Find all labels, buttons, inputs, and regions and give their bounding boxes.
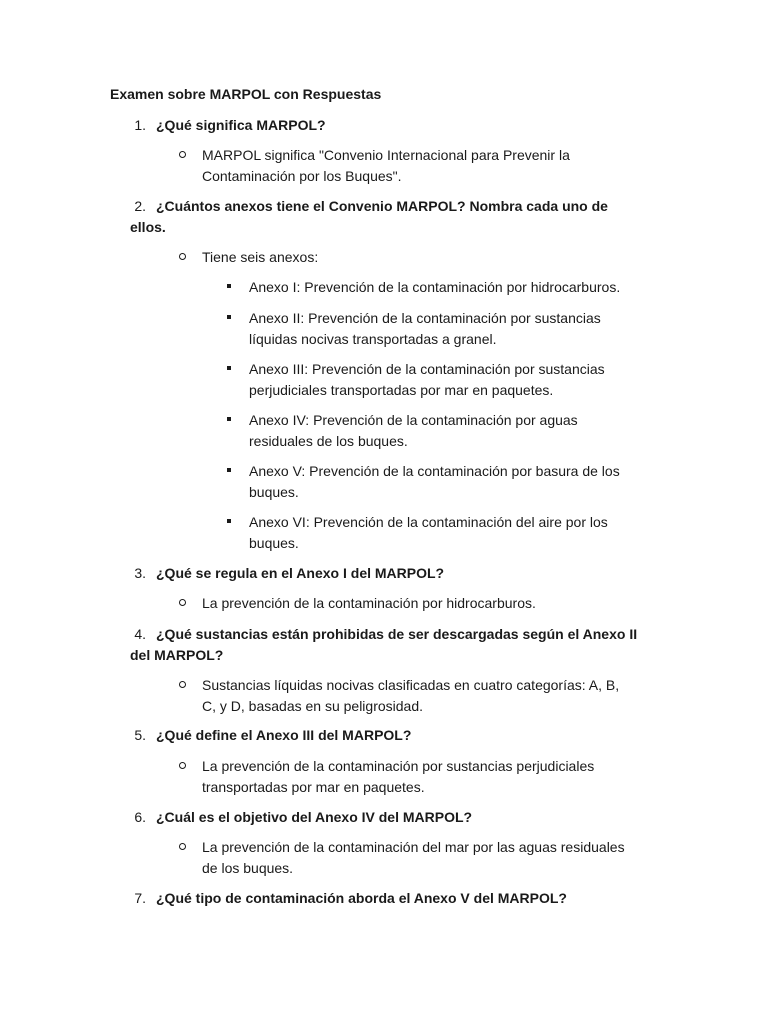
question-text bbox=[130, 196, 670, 237]
question-number: 7. bbox=[134, 890, 146, 906]
answer-2 bbox=[202, 247, 672, 268]
question-text-line: ¿Cuántos anexos tiene el Convenio MARPOL? Nombra cada uno de bbox=[156, 198, 608, 214]
question-4 bbox=[130, 624, 670, 665]
annex-item-3 bbox=[249, 359, 659, 400]
answer-text-line: Tiene seis anexos: bbox=[202, 249, 319, 265]
answer-text-line: Sustancias líquidas nocivas clasificadas en cuatro categorías: A, B, bbox=[202, 677, 620, 693]
answer-text-line: La prevención de la contaminación por sustancias perjudiciales bbox=[202, 758, 595, 774]
question-number: 5. bbox=[134, 727, 146, 743]
circle-bullet-icon bbox=[179, 843, 186, 850]
annex-text-line: residuales de los buques. bbox=[249, 432, 408, 449]
question-number: 1. bbox=[134, 117, 146, 133]
question-2 bbox=[130, 196, 670, 237]
answer-4 bbox=[202, 675, 672, 716]
question-text: ¿Qué se regula en el Anexo I del MARPOL? bbox=[156, 565, 445, 581]
circle-bullet-icon bbox=[179, 151, 186, 158]
question-6 bbox=[130, 807, 670, 828]
answer-text-line: MARPOL significa "Convenio Internacional para Prevenir la bbox=[202, 147, 570, 163]
question-3 bbox=[130, 563, 670, 584]
question-text-line: del MARPOL? bbox=[130, 646, 224, 663]
annex-text-line: buques. bbox=[249, 534, 299, 551]
question-1 bbox=[130, 115, 670, 136]
circle-bullet-icon bbox=[179, 599, 186, 606]
answer-6 bbox=[202, 837, 672, 878]
circle-bullet-icon bbox=[179, 762, 186, 769]
annex-item-6 bbox=[249, 512, 659, 553]
annex-text-line: buques. bbox=[249, 483, 299, 500]
square-bullet-icon bbox=[227, 417, 231, 421]
question-number: 3. bbox=[134, 565, 146, 581]
question-text-line: ¿Qué sustancias están prohibidas de ser descargadas según el Anexo II bbox=[156, 626, 638, 642]
question-text-line: ellos. bbox=[130, 218, 166, 235]
square-bullet-icon bbox=[227, 468, 231, 472]
question-number: 4. bbox=[134, 626, 146, 642]
answer-text-line: La prevención de la contaminación del mar por las aguas residuales bbox=[202, 839, 625, 855]
answer-text-line: de los buques. bbox=[202, 859, 294, 876]
square-bullet-icon bbox=[227, 284, 231, 288]
answer-3 bbox=[202, 593, 672, 614]
question-text: ¿Qué significa MARPOL? bbox=[156, 117, 326, 133]
square-bullet-icon bbox=[227, 366, 231, 370]
annex-text-line: Anexo IV: Prevención de la contaminación por aguas bbox=[249, 412, 578, 428]
answer-text-line: transportadas por mar en paquetes. bbox=[202, 778, 425, 795]
annex-text-line: Anexo V: Prevención de la contaminación por basura de los bbox=[249, 463, 620, 479]
annex-text-line: Anexo III: Prevención de la contaminación por sustancias bbox=[249, 361, 605, 377]
annex-text-line: Anexo VI: Prevención de la contaminación del aire por los bbox=[249, 514, 608, 530]
square-bullet-icon bbox=[227, 519, 231, 523]
answer-text-line: C, y D, basadas en su peligrosidad. bbox=[202, 697, 424, 714]
document-title: Examen sobre MARPOL con Respuestas bbox=[110, 86, 382, 102]
answer-1 bbox=[202, 145, 672, 186]
answer-text-line: Contaminación por los Buques". bbox=[202, 167, 402, 184]
circle-bullet-icon bbox=[179, 253, 186, 260]
question-text: ¿Cuál es el objetivo del Anexo IV del MARPOL? bbox=[156, 809, 473, 825]
circle-bullet-icon bbox=[179, 681, 186, 688]
annex-text-line: líquidas nocivas transportadas a granel. bbox=[249, 330, 497, 347]
question-text: ¿Qué tipo de contaminación aborda el Anexo V del MARPOL? bbox=[156, 890, 567, 906]
annex-item-4 bbox=[249, 410, 659, 451]
annex-text-line: Anexo II: Prevención de la contaminación por sustancias bbox=[249, 310, 601, 326]
answer-5 bbox=[202, 756, 672, 797]
question-7 bbox=[130, 888, 670, 909]
annex-item-5 bbox=[249, 461, 659, 502]
annex-text-line: perjudiciales transportadas por mar en paquetes. bbox=[249, 381, 554, 398]
question-text bbox=[130, 624, 670, 665]
annex-item-1 bbox=[249, 277, 659, 298]
square-bullet-icon bbox=[227, 315, 231, 319]
question-number: 2. bbox=[134, 198, 146, 214]
question-text: ¿Qué define el Anexo III del MARPOL? bbox=[156, 727, 412, 743]
annex-item-2 bbox=[249, 308, 659, 349]
annex-text-line: Anexo I: Prevención de la contaminación por hidrocarburos. bbox=[249, 279, 621, 295]
question-number: 6. bbox=[134, 809, 146, 825]
answer-text-line: La prevención de la contaminación por hidrocarburos. bbox=[202, 595, 536, 611]
question-5 bbox=[130, 725, 670, 746]
